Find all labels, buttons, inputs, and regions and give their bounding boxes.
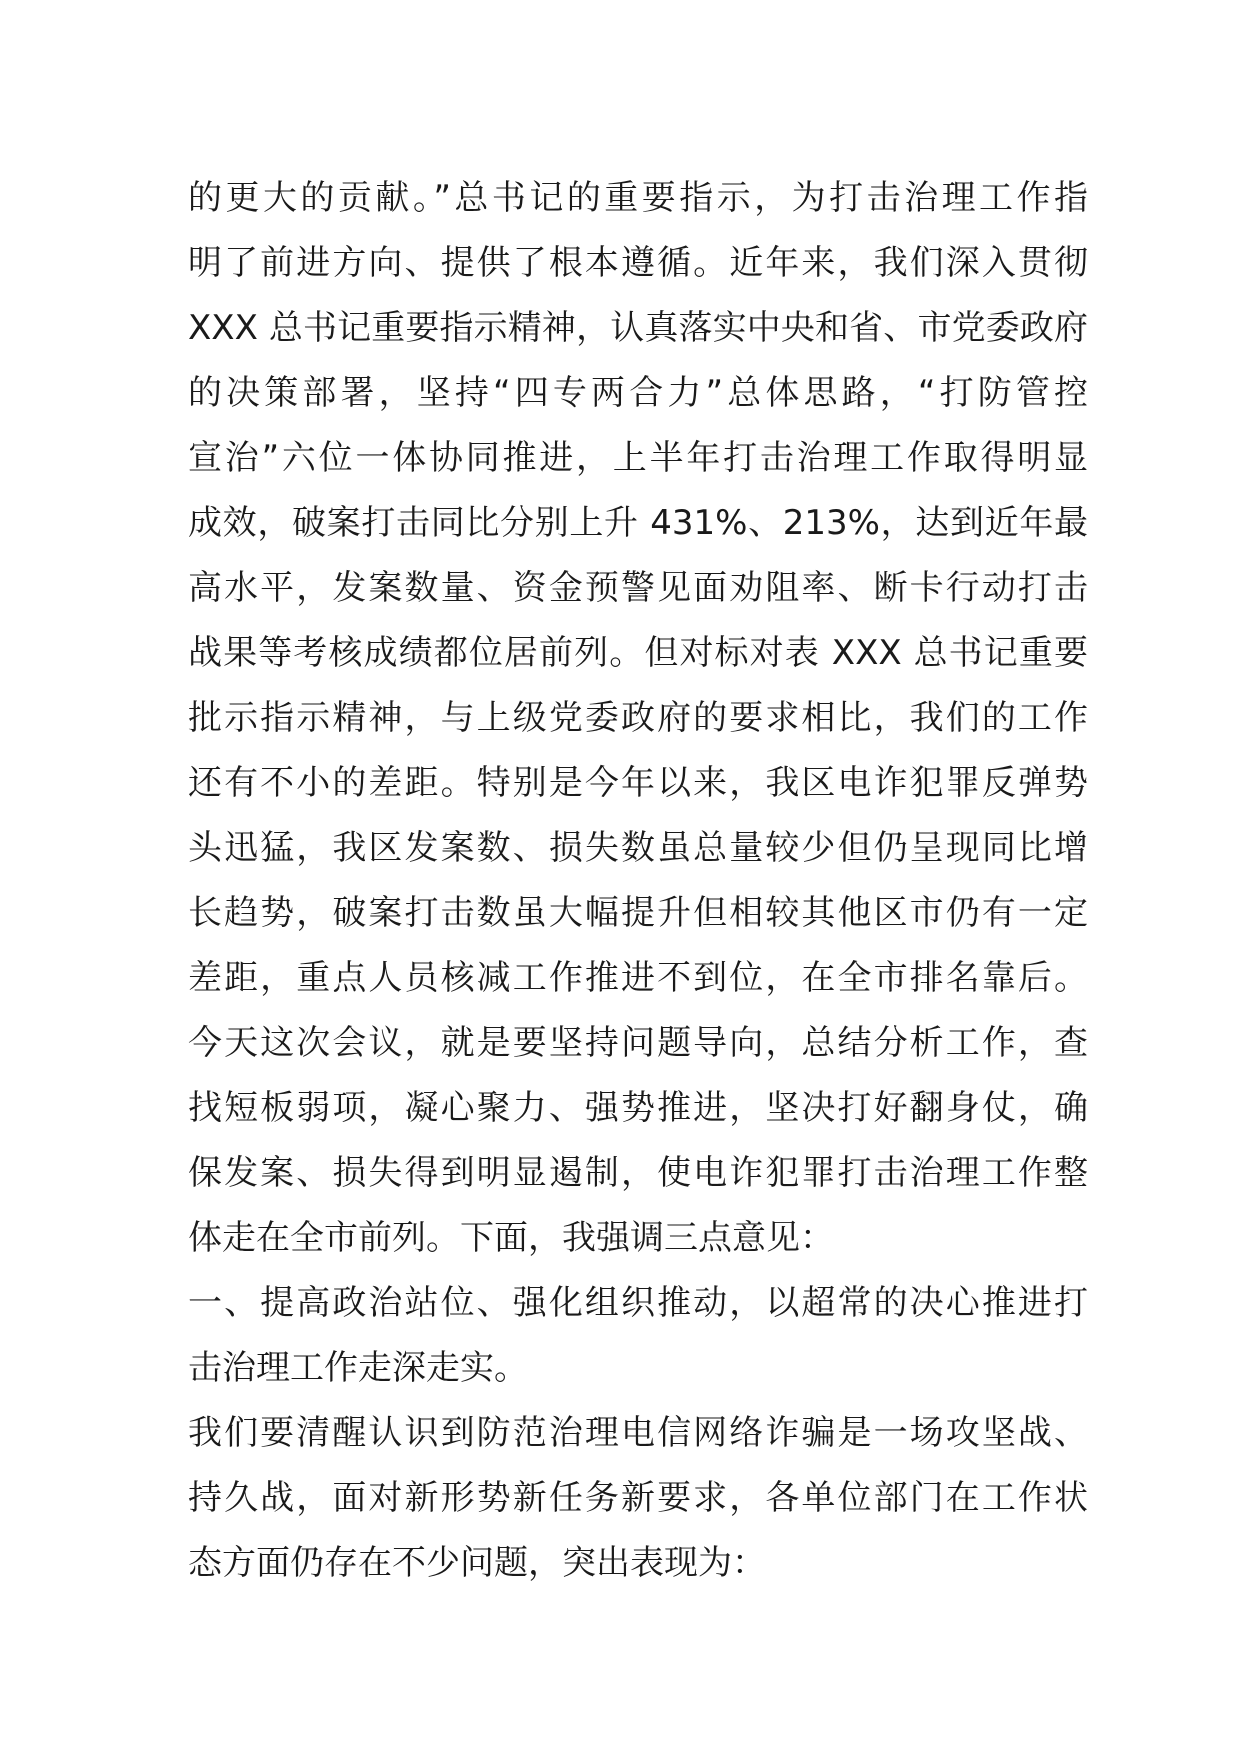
body-text (188, 166, 1088, 1596)
text-line-8: 战果等考核成绩都位居前列。但对标对表 XXX 总书记重要 (188, 633, 1088, 673)
text-line-5: 宣治”六位一体协同推进，上半年打击治理工作取得明显 (188, 438, 1088, 478)
text-line-10: 还有不小的差距。特别是今年以来，我区电诈犯罪反弹势 (188, 763, 1088, 803)
text-line-7: 高水平，发案数量、资金预警见面劝阻率、断卡行动打击 (188, 568, 1088, 608)
text-line-4: 的决策部署，坚持“四专两合力”总体思路，“打防管控 (188, 373, 1088, 413)
text-line-9: 批示指示精神，与上级党委政府的要求相比，我们的工作 (188, 698, 1088, 738)
text-line-17: 体走在全市前列。下面，我强调三点意见： (188, 1218, 834, 1258)
text-line-6: 成效，破案打击同比分别上升 431%、213%，达到近年最 (188, 503, 1088, 543)
text-line-14: 今天这次会议，就是要坚持问题导向，总结分析工作，查 (188, 1023, 1088, 1063)
text-line-18: 我们要清醒认识到防范治理电信网络诈骗是一场攻坚战、 (188, 1413, 1088, 1453)
text-line-11: 头迅猛，我区发案数、损失数虽总量较少但仍呈现同比增 (188, 828, 1088, 868)
text-line-20: 态方面仍存在不少问题，突出表现为： (188, 1543, 766, 1583)
text-line-1: 的更大的贡献。”总书记的重要指示，为打击治理工作指 (188, 178, 1088, 218)
text-line-12: 长趋势，破案打击数虽大幅提升但相较其他区市仍有一定 (188, 893, 1088, 933)
text-line-2: 明了前进方向、提供了根本遵循。近年来，我们深入贯彻 (188, 243, 1088, 283)
text-line-3: XXX 总书记重要指示精神，认真落实中央和省、市党委政府 (188, 308, 1088, 348)
text-line-15: 找短板弱项，凝心聚力、强势推进，坚决打好翻身仗，确 (188, 1088, 1088, 1128)
text-line-19: 持久战，面对新形势新任务新要求，各单位部门在工作状 (188, 1478, 1088, 1518)
text-line-13: 差距，重点人员核减工作推进不到位，在全市排名靠后。 (188, 958, 1088, 998)
section-heading-line-1: 一、提高政治站位、强化组织推动，以超常的决心推进打 (188, 1283, 1088, 1323)
section-heading-line-2: 击治理工作走深走实。 (188, 1348, 528, 1388)
text-line-16: 保发案、损失得到明显遏制，使电诈犯罪打击治理工作整 (188, 1153, 1088, 1193)
